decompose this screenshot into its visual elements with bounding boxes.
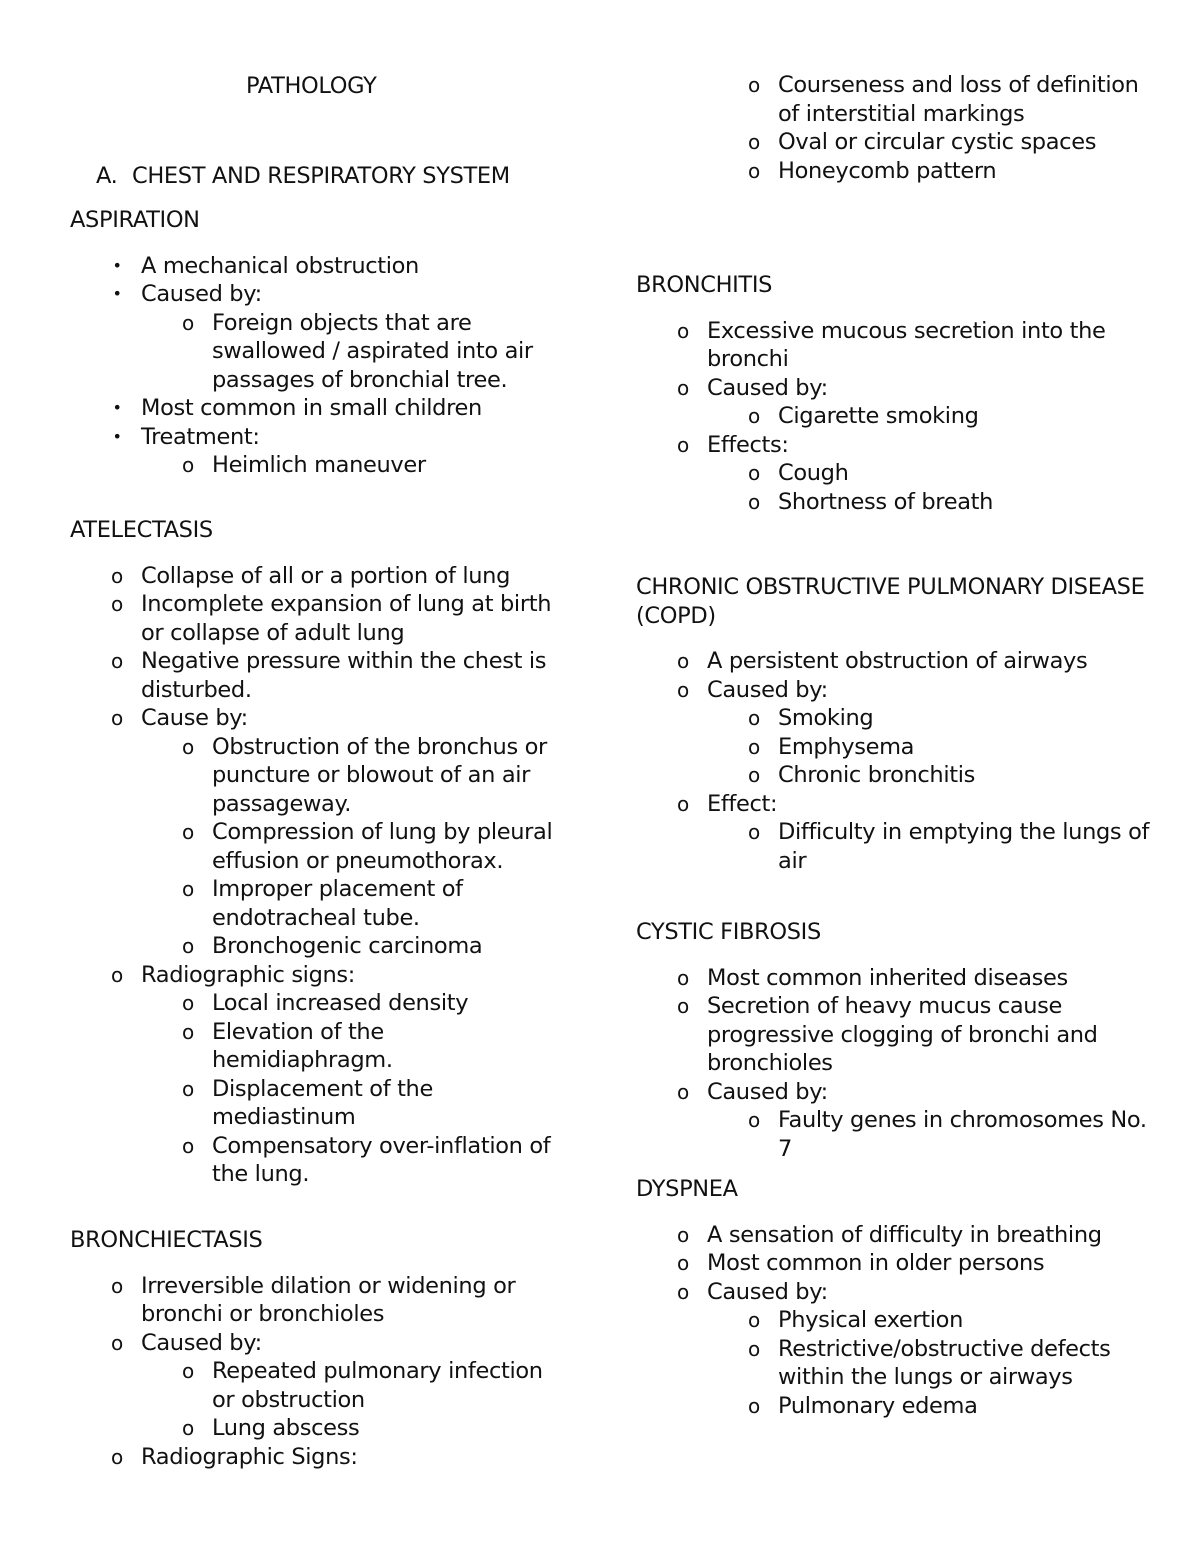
item-list <box>636 317 1156 517</box>
item-text: Foreign objects that are swallowed / aspirated into air passages of bronchial tree. <box>212 309 533 393</box>
item-text: Local increased density <box>212 990 469 1016</box>
list-item <box>636 733 1156 762</box>
item-text: Compression of lung by pleural effusion or pneumothorax. <box>212 819 553 874</box>
list-item <box>70 818 570 875</box>
circle-marker: o <box>182 991 194 1015</box>
topic-title: CYSTIC FIBROSIS <box>636 919 821 945</box>
item-text: Difficulty in emptying the lungs of air <box>778 819 1150 874</box>
list-item <box>70 1075 570 1132</box>
item-text: Displacement of the mediastinum <box>212 1075 433 1130</box>
item-text: A sensation of difficulty in breathing <box>707 1221 1102 1248</box>
list-item <box>70 423 570 452</box>
circle-marker: o <box>748 820 760 844</box>
item-text: Caused by: <box>141 281 262 307</box>
item-text: Compensatory over-inflation of the lung. <box>212 1132 551 1187</box>
item-text: Most common in small children <box>141 395 482 421</box>
circle-marker: o <box>182 310 194 335</box>
item-text: Elevation of the hemidiaphragm. <box>212 1018 393 1073</box>
topic-dyspnea <box>636 1175 1156 1420</box>
circle-marker: o <box>182 1133 194 1158</box>
circle-marker: o <box>748 734 760 759</box>
circle-marker: o <box>748 130 760 154</box>
item-list <box>636 647 1156 875</box>
topic-title: BRONCHIECTASIS <box>70 1227 263 1253</box>
item-text: Bronchogenic carcinoma <box>212 933 483 959</box>
circle-marker: o <box>677 965 689 990</box>
circle-marker: o <box>748 1308 760 1332</box>
list-item <box>636 402 1156 431</box>
list-item <box>70 1018 570 1075</box>
list-item <box>70 647 570 704</box>
circle-marker: o <box>677 1251 689 1275</box>
topic-title: DYSPNEA <box>636 1176 738 1202</box>
circle-marker: o <box>111 1444 123 1469</box>
topic-title: ASPIRATION <box>70 207 200 233</box>
circle-marker: o <box>748 1108 760 1132</box>
list-item <box>636 1392 1156 1421</box>
item-text: Cause by: <box>141 705 248 731</box>
list-item <box>636 1221 1156 1250</box>
item-text: Pulmonary edema <box>778 1392 978 1419</box>
circle-marker: o <box>677 1079 689 1104</box>
topic-bronchiectasis-continued <box>636 71 1156 185</box>
item-text: Shortness of breath <box>778 488 994 515</box>
item-text: A persistent obstruction of airways <box>707 648 1088 674</box>
list-item <box>636 818 1156 875</box>
list-item <box>70 875 570 932</box>
circle-marker: o <box>182 1019 194 1044</box>
topic-bronchiectasis <box>70 1226 570 1471</box>
circle-marker: o <box>182 877 194 901</box>
bullet-marker: • <box>112 255 122 275</box>
list-item <box>70 451 570 480</box>
item-list <box>636 71 1156 185</box>
item-text: Treatment: <box>141 423 260 450</box>
item-text: Heimlich maneuver <box>212 452 426 478</box>
list-item <box>636 1306 1156 1335</box>
list-item <box>636 647 1156 676</box>
section-title: CHEST AND RESPIRATORY SYSTEM <box>132 163 510 189</box>
list-item <box>636 790 1156 819</box>
topic-cystic-fibrosis <box>636 918 1156 1163</box>
list-item <box>70 989 570 1018</box>
circle-marker: o <box>182 734 194 759</box>
item-text: Effects: <box>707 431 789 458</box>
circle-marker: o <box>748 158 760 183</box>
item-text: Emphysema <box>778 733 915 760</box>
topic-title: ATELECTASIS <box>70 517 213 543</box>
topic-bronchitis <box>636 271 1156 516</box>
item-text: Caused by: <box>707 676 828 703</box>
item-text: Chronic bronchitis <box>778 762 975 788</box>
list-item <box>70 961 570 990</box>
circle-marker: o <box>677 649 689 673</box>
item-text: Faulty genes in chromosomes No. 7 <box>778 1107 1147 1162</box>
list-item <box>70 932 570 961</box>
circle-marker: o <box>748 1393 760 1418</box>
section-heading <box>96 162 510 190</box>
item-list <box>636 964 1156 1164</box>
list-item <box>70 1357 570 1414</box>
item-text: Obstruction of the bronchus or puncture or blowout of an air passageway. <box>212 733 547 817</box>
circle-marker: o <box>677 677 689 702</box>
circle-marker: o <box>677 318 689 343</box>
list-item <box>70 704 570 733</box>
item-text: Collapse of all or a portion of lung <box>141 562 510 589</box>
item-list <box>636 1221 1156 1421</box>
list-item <box>636 488 1156 517</box>
circle-marker: o <box>677 1279 689 1304</box>
list-item <box>636 676 1156 705</box>
item-text: Lung abscess <box>212 1415 360 1441</box>
list-item <box>70 309 570 395</box>
list-item <box>636 431 1156 460</box>
list-item <box>636 374 1156 403</box>
list-item <box>70 280 570 309</box>
circle-marker: o <box>182 820 194 844</box>
item-text: Repeated pulmonary infection or obstruction <box>212 1358 543 1413</box>
circle-marker: o <box>677 1222 689 1247</box>
circle-marker: o <box>677 994 689 1018</box>
circle-marker: o <box>748 763 760 787</box>
page-title: PATHOLOGY <box>246 73 377 99</box>
list-item <box>636 1078 1156 1107</box>
item-list <box>70 252 570 480</box>
circle-marker: o <box>677 432 689 457</box>
list-item <box>636 157 1156 186</box>
list-item <box>636 71 1156 128</box>
circle-marker: o <box>111 962 123 987</box>
topic-atelectasis <box>70 516 570 1189</box>
item-text: Most common inherited diseases <box>707 964 1068 991</box>
bullet-marker: • <box>112 284 122 303</box>
list-item <box>70 590 570 647</box>
section-number: A. <box>96 163 118 189</box>
item-text: Irreversible dilation or widening or bronchi or bronchioles <box>141 1272 516 1327</box>
list-item <box>636 964 1156 993</box>
item-text: Radiographic Signs: <box>141 1443 358 1470</box>
list-item <box>70 1443 570 1472</box>
list-item <box>70 1272 570 1329</box>
item-text: Caused by: <box>707 1078 828 1105</box>
item-text: Smoking <box>778 705 874 731</box>
list-item <box>636 992 1156 1078</box>
item-text: Excessive mucous secretion into the bronchi <box>707 317 1106 372</box>
item-text: Cough <box>778 460 849 486</box>
item-text: Secretion of heavy mucus cause progressive clogging of bronchi and bronchioles <box>707 993 1098 1076</box>
list-item <box>70 562 570 591</box>
circle-marker: o <box>111 563 123 588</box>
list-item <box>70 1329 570 1358</box>
item-text: Most common in older persons <box>707 1250 1045 1276</box>
circle-marker: o <box>182 1416 194 1440</box>
list-item <box>70 733 570 819</box>
item-text: Caused by: <box>707 1278 828 1305</box>
circle-marker: o <box>111 1273 123 1298</box>
circle-marker: o <box>748 461 760 485</box>
list-item <box>636 459 1156 488</box>
topic-aspiration <box>70 206 570 480</box>
topic-title: CHRONIC OBSTRUCTIVE PULMONARY DISEASE (COPD) <box>636 574 1145 629</box>
list-item <box>636 1335 1156 1392</box>
circle-marker: o <box>748 706 760 730</box>
circle-marker: o <box>677 791 689 816</box>
list-item <box>636 128 1156 157</box>
topic-title: BRONCHITIS <box>636 272 773 298</box>
circle-marker: o <box>748 1336 760 1361</box>
item-text: Courseness and loss of definition of interstitial markings <box>778 72 1139 127</box>
list-item <box>70 1132 570 1189</box>
item-text: Incomplete expansion of lung at birth or collapse of adult lung <box>141 591 552 646</box>
list-item <box>636 1106 1156 1163</box>
circle-marker: o <box>748 489 760 514</box>
topic-copd <box>636 573 1156 875</box>
item-text: Radiographic signs: <box>141 961 356 988</box>
item-text: A mechanical obstruction <box>141 252 419 279</box>
circle-marker: o <box>182 934 194 958</box>
list-item <box>636 1278 1156 1307</box>
item-text: Negative pressure within the chest is disturbed. <box>141 648 547 703</box>
circle-marker: o <box>182 1359 194 1383</box>
circle-marker: o <box>111 1330 123 1355</box>
item-text: Cigarette smoking <box>778 403 979 429</box>
list-item <box>636 1249 1156 1278</box>
circle-marker: o <box>748 73 760 97</box>
list-item <box>636 761 1156 790</box>
circle-marker: o <box>111 592 123 616</box>
item-text: Caused by: <box>141 1329 262 1356</box>
list-item <box>636 317 1156 374</box>
item-list <box>70 1272 570 1472</box>
item-text: Improper placement of endotracheal tube. <box>212 876 463 931</box>
list-item <box>70 394 570 423</box>
list-item <box>70 252 570 281</box>
item-text: Caused by: <box>707 374 828 401</box>
item-text: Honeycomb pattern <box>778 157 997 184</box>
item-list <box>70 562 570 1189</box>
list-item <box>636 704 1156 733</box>
list-item <box>70 1414 570 1443</box>
circle-marker: o <box>182 1076 194 1101</box>
circle-marker: o <box>677 375 689 400</box>
bullet-marker: • <box>112 426 122 446</box>
item-text: Oval or circular cystic spaces <box>778 129 1097 155</box>
item-text: Effect: <box>707 790 778 817</box>
circle-marker: o <box>748 404 760 428</box>
circle-marker: o <box>182 453 194 477</box>
item-text: Physical exertion <box>778 1307 963 1333</box>
bullet-marker: • <box>112 398 122 417</box>
circle-marker: o <box>111 706 123 730</box>
item-text: Restrictive/obstructive defects within the lungs or airways <box>778 1335 1111 1390</box>
circle-marker: o <box>111 649 123 673</box>
